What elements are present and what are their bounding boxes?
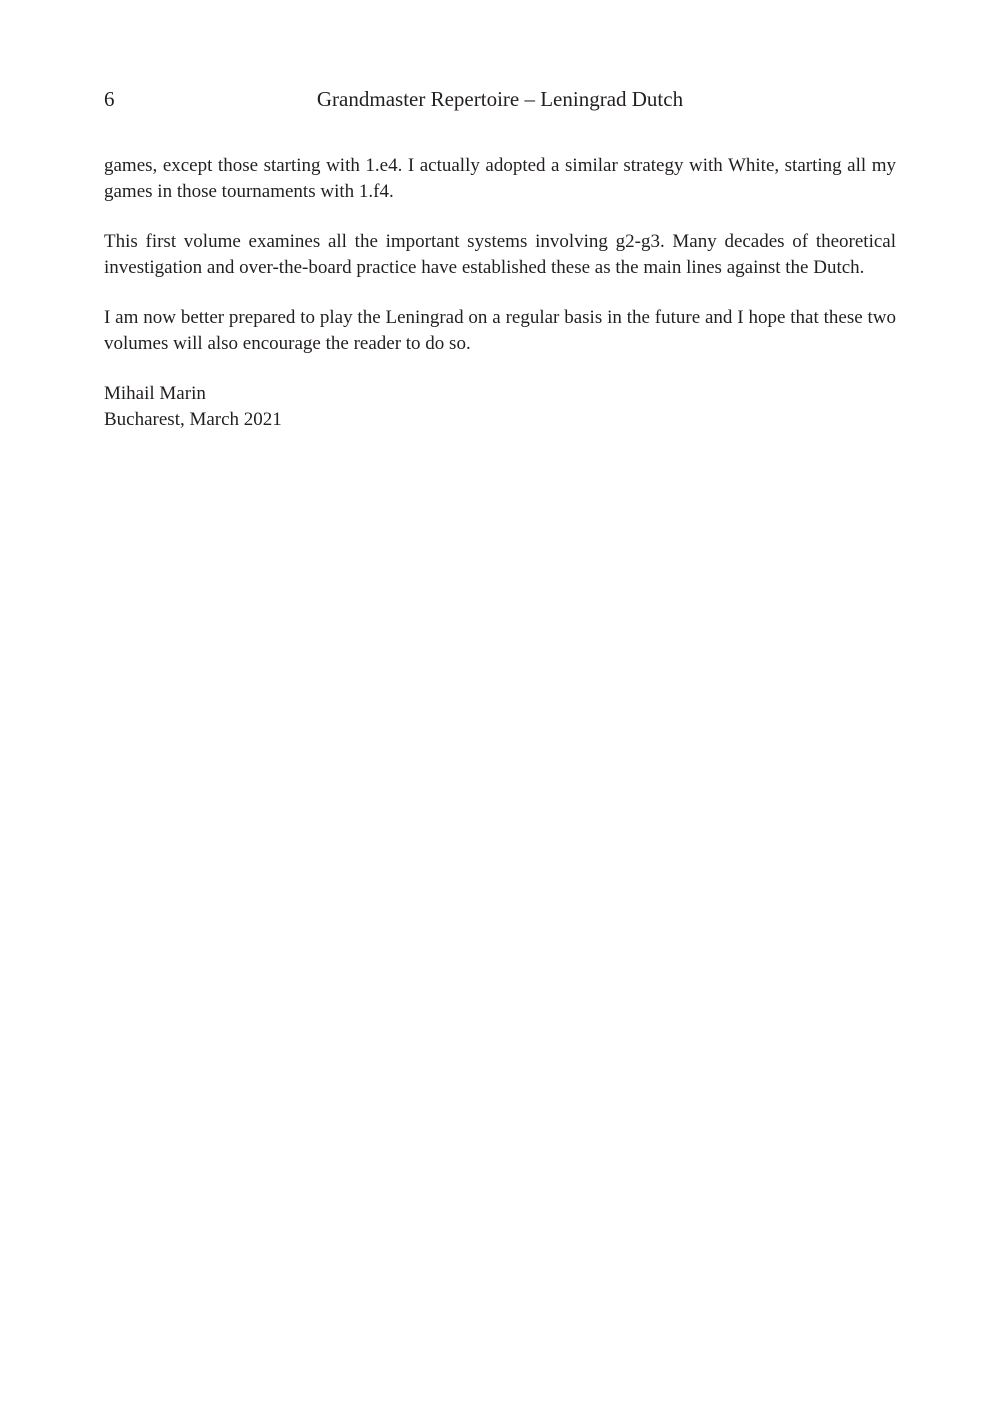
body-text bbox=[104, 153, 896, 432]
signature-block bbox=[104, 381, 896, 432]
paragraph: games, except those starting with 1.e4. I actually adopted a similar strategy with White, starting all my games in those tournaments with 1.f4. bbox=[104, 155, 896, 202]
signature-author: Mihail Marin bbox=[104, 383, 206, 404]
signature-place-date: Bucharest, March 2021 bbox=[104, 408, 282, 430]
paragraph: I am now better prepared to play the Leningrad on a regular basis in the future and I hope that these two volumes will also encourage the reader to do so. bbox=[104, 307, 896, 354]
paragraph: This first volume examines all the important systems involving g2-g3. Many decades of theoretical investigation and over-the-board practice have established these as the main lines against the Dutch. bbox=[104, 231, 896, 278]
page-number: 6 bbox=[104, 87, 115, 111]
running-header-title: Grandmaster Repertoire – Leningrad Dutch bbox=[316, 87, 684, 111]
